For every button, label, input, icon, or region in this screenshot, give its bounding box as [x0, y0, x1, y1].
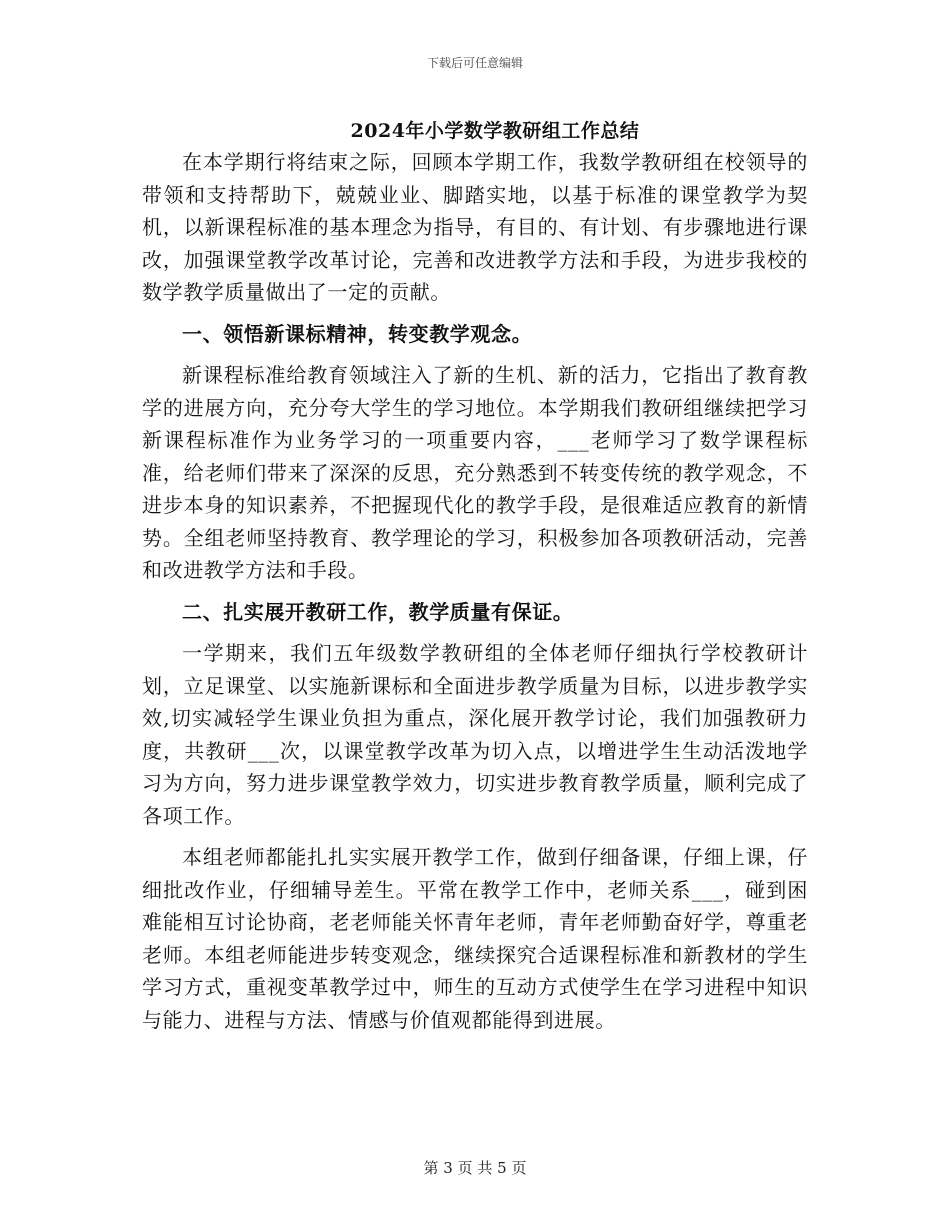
intro-paragraph: 在本学期行将结束之际，回顾本学期工作，我数学教研组在校领导的带领和支持帮助下，兢兢业业、脚踏实地，以基于标准的课堂教学为契机，以新课程标准的基本理念为指导，有目的、有计划、有步骤地进行课改，加强课堂教学改革讨论，完善和改进教学方法和手段，为进步我校的数学教学质量做出了一定的贡献。 [142, 150, 808, 304]
document-title: 2024年小学数学教研组工作总结 [350, 120, 640, 142]
header-note: 下载后可任意编辑 [426, 56, 523, 70]
document-body [142, 146, 808, 1036]
section-2-paragraph-1: 一学期来，我们五年级数学教研组的全体老师仔细执行学校教研计划，立足课堂、以实施新课标和全面进步教学质量为目标，以进步教学实效,切实减轻学生课业负担为重点，深化展开教学讨论，我们加强教研力度，共教研___次，以课堂教学改革为切入点，以增进学生生动活泼地学习为方向，努力进步课堂教学效力，切实进步教育教学质量，顺利完成了各项工作。 [142, 641, 808, 828]
section-1-paragraph: 新课程标准给教育领域注入了新的生机、新的活力，它指出了教育教学的进展方向，充分夸大学生的学习地位。本学期我们教研组继续把学习新课程标准作为业务学习的一项重要内容，___老师学习了数学课程标准，给老师们带来了深深的反思，充分熟悉到不转变传统的教学观念，不进步本身的知识素养，不把握现代化的教学手段，是很难适应教育的新情势。全组老师坚持教育、教学理论的学习，积极参加各项教研活动，完善和改进教学方法和手段。 [142, 363, 808, 582]
section-2-paragraph-2: 本组老师都能扎扎实实展开教学工作，做到仔细备课，仔细上课，仔细批改作业，仔细辅导差生。平常在教学工作中，老师关系___，碰到困难能相互讨论协商，老老师能关怀青年老师，青年老师勤奋好学，尊重老老师。本组老师能进步转变观念，继续探究合适课程标准和新教材的学生学习方式，重视变革教学过中，师生的互动方式使学生在学习进程中知识与能力、进程与方法、情感与价值观都能得到进展。 [142, 845, 808, 1032]
section-heading-2: 二、扎实展开教研工作，教学质量有保证。 [182, 599, 574, 624]
page-footer: 第 3 页 共 5 页 [423, 1159, 527, 1177]
section-heading-1: 一、领悟新课标精神，转变教学观念。 [182, 321, 533, 346]
